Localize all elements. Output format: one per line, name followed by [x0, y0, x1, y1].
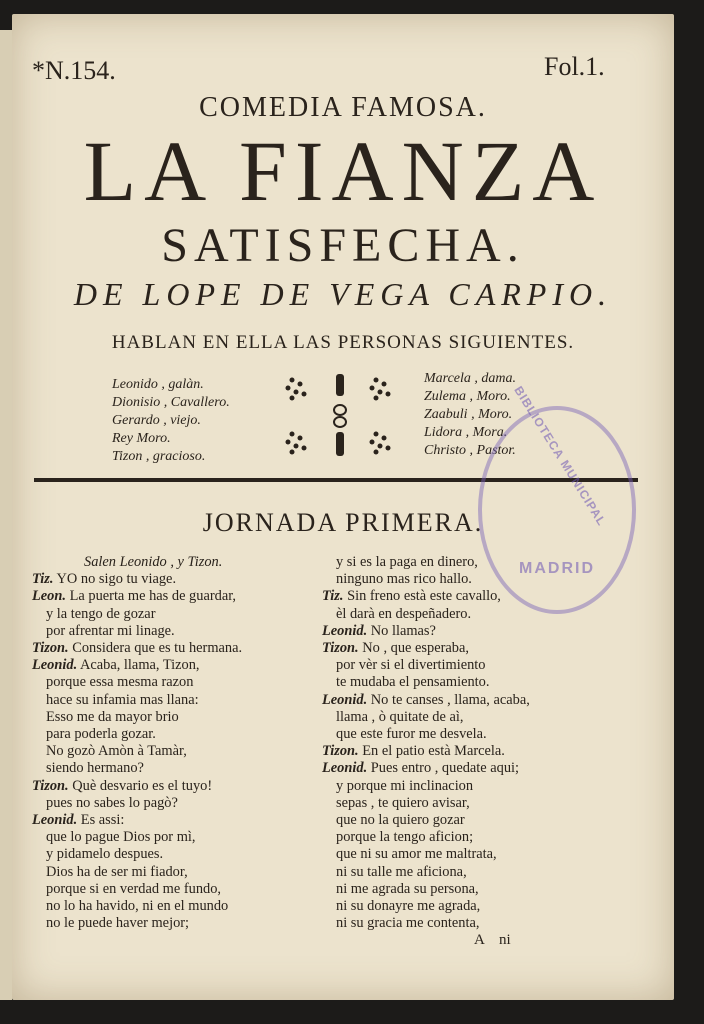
verse-text: por afrentar mi linage.	[46, 622, 175, 639]
verse-line	[32, 692, 242, 709]
speaker-label: Leonid.	[322, 691, 368, 708]
folio-number: Fol.1.	[544, 52, 605, 81]
verse-line	[322, 743, 530, 760]
verse-text: siendo hermano?	[46, 760, 144, 777]
library-stamp	[478, 383, 636, 614]
stage-direction: Salen Leonido , y Tizon.	[84, 554, 223, 570]
stamp-text-bottom: MADRID	[519, 560, 595, 577]
act-heading: JORNADA PRIMERA.	[202, 508, 484, 537]
verse-line	[322, 864, 530, 881]
verse-text: porque essa mesma razon	[46, 674, 194, 691]
persons-heading: HABLAN EN ELLA LAS PERSONAS SIGUIENTES.	[111, 332, 575, 353]
play-number: *N.154.	[32, 56, 116, 85]
verse-line	[32, 915, 242, 932]
verse-line	[322, 829, 530, 846]
verse-text: que ni su amor me maltrata,	[336, 846, 497, 863]
verse-text: y pidamelo despues.	[46, 846, 164, 863]
verse-line	[322, 709, 530, 726]
verse-line	[32, 898, 242, 915]
verse-line	[32, 588, 242, 605]
verse-line	[322, 881, 530, 898]
verse-text: que no la quiero gozar	[336, 812, 465, 829]
verse-text: ninguno mas rico hallo.	[336, 571, 472, 588]
cast-entry: Zaabuli , Moro.	[424, 407, 513, 422]
title-line-2: SATISFECHA.	[161, 219, 525, 272]
verse-text: Dios ha de ser mi fiador,	[46, 863, 188, 880]
cast-entry: Zulema , Moro.	[424, 389, 511, 404]
cast-list-left	[112, 376, 230, 466]
verse-line	[322, 674, 530, 691]
verse-line	[322, 846, 530, 863]
speaker-label: Tiz.	[32, 571, 54, 588]
verse-line	[322, 588, 530, 605]
verse-line	[32, 606, 242, 623]
cast-entry: Lidora , Mora.	[424, 425, 508, 440]
verse-line	[32, 709, 242, 726]
speaker-label: Leonid.	[322, 622, 368, 639]
cast-entry: Gerardo , viejo.	[112, 413, 201, 428]
verse-text: no lo ha havido, ni en el mundo	[46, 898, 229, 915]
cast-entry: Marcela , dama.	[424, 371, 517, 386]
verse-line	[32, 657, 242, 674]
verse-text: pues no sabes lo pagò?	[46, 794, 178, 811]
speaker-label: Leon.	[32, 588, 66, 605]
verse-text: hace su infamia mas llana:	[46, 691, 199, 708]
verse-line	[32, 846, 242, 863]
page-edge	[0, 30, 12, 1000]
verse-text: No llamas?	[370, 622, 436, 639]
speaker-label: Tizon.	[322, 640, 359, 657]
stamp-text-top: BIBLIOTECA MUNICIPAL	[511, 383, 610, 529]
verse-text: Pues entro , quedate aqui;	[370, 760, 520, 777]
verse-line	[322, 778, 530, 795]
title-line-1: LA FIANZA	[83, 123, 603, 219]
verse-line	[322, 795, 530, 812]
verse-line	[32, 571, 242, 588]
verse-line	[32, 778, 242, 795]
verse-line	[322, 915, 530, 932]
verse-text: que lo pague Dios por mì,	[46, 829, 196, 846]
verse-text: La puerta me has de guardar,	[69, 588, 237, 605]
verse-text: YO no sigo tu viage.	[56, 571, 177, 588]
document-page	[12, 14, 674, 1000]
verse-line	[32, 623, 242, 640]
verse-line	[32, 881, 242, 898]
verse-line	[32, 726, 242, 743]
verse-text: No te canses , llama, acaba,	[370, 691, 530, 708]
verse-line	[322, 760, 530, 777]
verse-line	[322, 606, 530, 623]
cast-entry: Rey Moro.	[112, 431, 171, 446]
verse-line	[32, 829, 242, 846]
verse-line	[32, 812, 242, 829]
verse-line	[32, 864, 242, 881]
verse-line	[32, 760, 242, 777]
verse-line	[322, 657, 530, 674]
verse-text: Considera que es tu hermana.	[72, 640, 243, 657]
verse-text: Acaba, llama, Tizon,	[79, 657, 200, 674]
author-line: DE LOPE DE VEGA CARPIO.	[73, 276, 613, 312]
speaker-label: Leonid.	[32, 657, 78, 674]
verse-line	[32, 640, 242, 657]
verse-text: En el patio està Marcela.	[362, 743, 505, 760]
verse-text: Esso me da mayor brio	[46, 708, 179, 725]
speaker-label: Leonid.	[32, 812, 78, 829]
cast-entry: Dionisio , Cavallero.	[112, 395, 230, 410]
speaker-label: Tizon.	[32, 640, 69, 657]
verse-line	[32, 795, 242, 812]
speaker-label: Leonid.	[322, 760, 368, 777]
verse-text: Què desvario es el tuyo!	[72, 777, 213, 794]
verse-text: èl darà en despeñadero.	[336, 605, 472, 622]
verse-text: No , que esperaba,	[362, 640, 469, 657]
verse-text: No gozò Amòn à Tamàr,	[46, 743, 187, 760]
verse-text: Es assi:	[80, 812, 125, 829]
verse-column-right	[322, 554, 530, 932]
verse-text: y si es la paga en dinero,	[336, 554, 478, 570]
verse-line	[32, 674, 242, 691]
verse-text: te mudaba el pensamiento.	[336, 674, 490, 691]
verse-text: ni su donayre me agrada,	[336, 898, 481, 915]
speaker-label: Tizon.	[322, 743, 359, 760]
verse-column-left	[32, 554, 242, 932]
verse-text: ni su gracia me contenta,	[336, 915, 480, 932]
verse-text: llama , ò quitate de aì,	[336, 708, 464, 725]
verse-line	[322, 726, 530, 743]
verse-text: y la tengo de gozar	[46, 605, 156, 622]
verse-line	[32, 743, 242, 760]
verse-text: ni su talle me aficiona,	[336, 863, 467, 880]
verse-text: que este furor me desvela.	[336, 726, 487, 743]
verse-text: no le puede haver mejor;	[46, 915, 190, 932]
speaker-label: Tizon.	[32, 777, 69, 794]
verse-line	[322, 640, 530, 657]
verse-text: porque la tengo aficion;	[336, 829, 474, 846]
verse-line	[322, 692, 530, 709]
verse-line	[322, 623, 530, 640]
printers-ornament-icon	[278, 370, 402, 462]
genre-heading: COMEDIA FAMOSA.	[199, 92, 487, 123]
verse-text: Sin freno està este cavallo,	[347, 588, 501, 605]
cast-entry: Leonido , galàn.	[112, 377, 204, 392]
verse-text: ni me agrada su persona,	[336, 880, 479, 897]
verse-text: por vèr si el divertimiento	[336, 657, 486, 674]
verse-text: para poderla gozar.	[46, 726, 156, 743]
cast-entry: Tizon , gracioso.	[112, 449, 206, 464]
speaker-label: Tiz.	[322, 588, 344, 605]
verse-text: y porque mi inclinacion	[336, 777, 474, 794]
verse-text: sepas , te quiero avisar,	[336, 794, 470, 811]
verse-line	[322, 898, 530, 915]
cast-entry: Christo , Pastor.	[424, 443, 516, 458]
catchword: A ni	[474, 932, 511, 948]
verse-line	[322, 812, 530, 829]
verse-text: porque si en verdad me fundo,	[46, 880, 222, 897]
